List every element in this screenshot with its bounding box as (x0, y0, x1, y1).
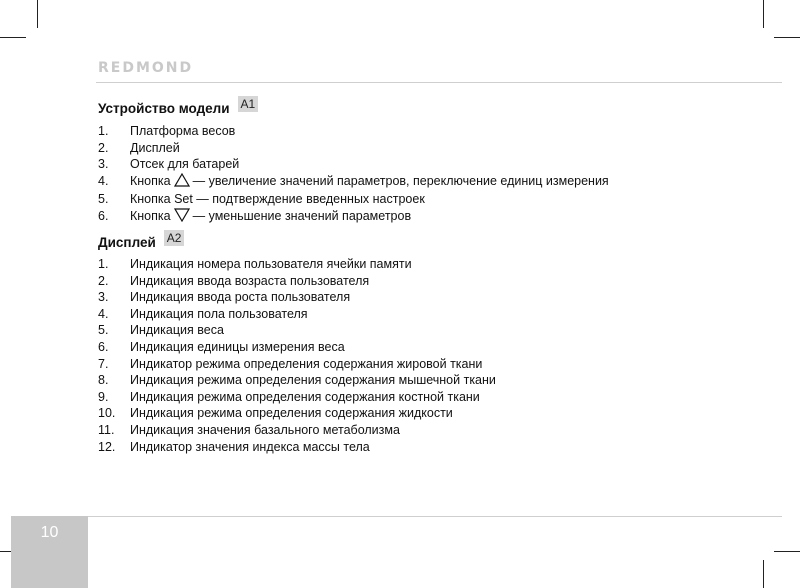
list-item: 4. Кнопка — увеличение значений параметров, переключение единиц измерения (98, 173, 609, 192)
list-item: 7. Индикатор режима определения содержания жировой ткани (98, 356, 483, 371)
page-number-box (11, 516, 88, 588)
list-item: 11. Индикация значения базального метаболизма (98, 422, 400, 437)
list-item: 5. Кнопка Set — подтверждение введенных настроек (98, 192, 425, 207)
list-item: 2. Индикация ввода возраста пользователя (98, 273, 370, 288)
list-item: 6. Индикация единицы измерения веса (98, 339, 345, 354)
crop-mark (763, 0, 764, 28)
crop-mark (37, 0, 38, 28)
list-item: 10. Индикация режима определения содержания жидкости (98, 406, 453, 421)
brand-logo: REDMOND (98, 60, 194, 76)
page-number: 10 (40, 524, 59, 541)
figure-badge-a2: A2 (164, 230, 185, 246)
list-item: 12. Индикатор значения индекса массы тела (98, 439, 370, 454)
figure-badge-a1: A1 (238, 96, 259, 112)
list-item: 6. Кнопка — уменьшение значений параметров (98, 208, 609, 227)
list-item: 8. Индикация режима определения содержания мышечной ткани (98, 373, 496, 388)
crop-mark (774, 37, 800, 38)
list-item: 3. Индикация ввода роста пользователя (98, 290, 351, 305)
section-title-display (98, 231, 184, 250)
list-item: 3. Отсек для батарей (98, 157, 240, 172)
triangle-down-icon (174, 208, 190, 227)
section-title-text: Дисплей (98, 234, 156, 250)
section-title-device (98, 97, 258, 116)
list-item: 1. Платформа весов (98, 124, 236, 138)
triangle-up-icon (174, 173, 190, 192)
list-item: 5. Индикация веса (98, 323, 224, 338)
crop-mark (0, 37, 26, 38)
header-divider (96, 82, 782, 83)
list-item: 4. Индикация пола пользователя (98, 306, 308, 321)
list-item: 1. Индикация номера пользователя ячейки памяти (98, 257, 412, 271)
list-item: 2. Дисплей (98, 140, 180, 155)
list-item: 9. Индикация режима определения содержания костной ткани (98, 389, 480, 404)
crop-mark (774, 551, 800, 552)
device-parts-list (98, 123, 609, 227)
footer-divider (88, 516, 782, 517)
section-title-text: Устройство модели (98, 100, 230, 116)
crop-mark (763, 560, 764, 588)
display-indicators-list (98, 256, 496, 455)
